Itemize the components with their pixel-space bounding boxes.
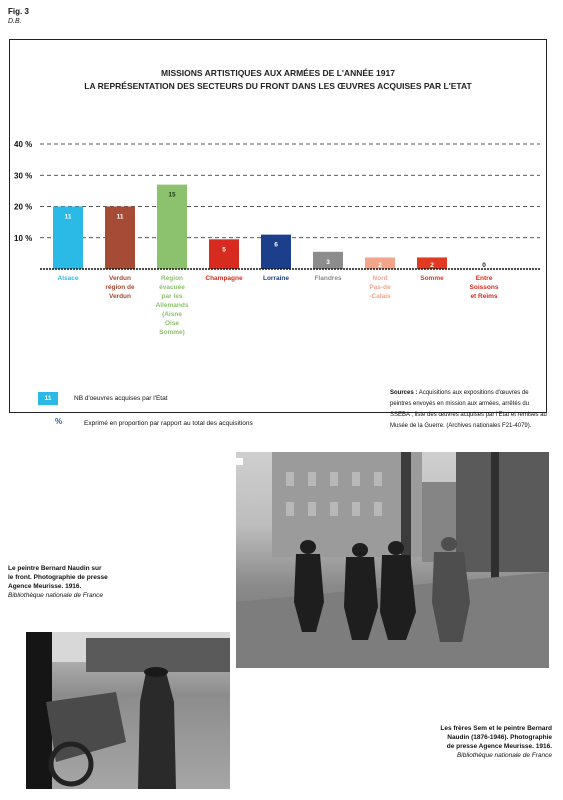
caption-left-credit: Bibliothèque nationale de France bbox=[8, 592, 104, 599]
x-tick-label: région de bbox=[105, 284, 135, 291]
y-tick-label: 40 % bbox=[14, 140, 33, 149]
data-label: 2 bbox=[430, 262, 434, 269]
x-tick-label: -Calais bbox=[369, 293, 391, 300]
y-tick-label: 30 % bbox=[14, 171, 33, 181]
caption-right bbox=[440, 724, 552, 760]
data-label: 5 bbox=[222, 246, 226, 254]
chart-frame bbox=[9, 39, 547, 429]
data-label: 11 bbox=[64, 213, 72, 221]
figure-credit: D.B. bbox=[8, 18, 22, 25]
x-tick-label: Pas-de bbox=[369, 284, 391, 291]
x-tick-label: Oise bbox=[164, 320, 180, 327]
photo-naudin-on-front bbox=[26, 632, 230, 789]
x-tick-label: et Reims bbox=[470, 293, 498, 300]
y-tick-label: 20 % bbox=[14, 202, 33, 212]
bar bbox=[261, 235, 291, 269]
x-tick-label: Allemands bbox=[155, 302, 189, 309]
chart-title-line-1: MISSIONS ARTISTIQUES AUX ARMÉES DE L'ANNÉE 1917 bbox=[161, 68, 395, 78]
legend-count-swatch: 11 bbox=[38, 392, 58, 405]
x-tick-label: Somme) bbox=[159, 329, 185, 336]
x-tick-label: Région bbox=[160, 275, 184, 282]
sources-note bbox=[390, 388, 550, 432]
x-tick-label: évacuée bbox=[159, 284, 185, 291]
bar-chart bbox=[10, 40, 546, 412]
data-label: 2 bbox=[378, 262, 382, 269]
x-tick-label: Alsace bbox=[57, 275, 79, 282]
data-label: 0 bbox=[482, 262, 486, 269]
chart-title-line-2: LA REPRÉSENTATION DES SECTEURS DU FRONT DANS LES ŒUVRES ACQUISES PAR L'ETAT bbox=[84, 81, 472, 91]
legend-percent-text: Exprimé en proportion par rapport au total des acquisitions bbox=[84, 420, 253, 427]
photo-corner-marker bbox=[236, 458, 243, 465]
x-tick-label: Soissons bbox=[469, 284, 499, 291]
data-label: 3 bbox=[326, 258, 330, 266]
x-tick-label: Champagne bbox=[205, 275, 243, 282]
caption-right-text: Les frères Sem et le peintre Bernard Naudin (1876-1946). Photographie de presse Agence Meurisse. 1916. bbox=[440, 725, 552, 750]
x-tick-label: Flandres bbox=[314, 275, 342, 282]
data-label: 6 bbox=[274, 241, 278, 249]
x-tick-label: Nord bbox=[372, 275, 388, 282]
sources-text: Acquisitions aux expositions d'œuvres de peintres envoyés en mission aux armées, arrêtés du SSEBA ; liste des œuvres acquises par l'Etat et remises au Musée de la Guerre. (Archives nationales F21-4079). bbox=[390, 390, 547, 429]
x-tick-label: Verdun bbox=[108, 275, 132, 282]
data-label: 11 bbox=[116, 213, 124, 221]
x-tick-label: Verdun bbox=[108, 293, 132, 300]
legend-percent-symbol: % bbox=[55, 417, 63, 426]
x-tick-label: Somme bbox=[420, 275, 444, 282]
bar bbox=[209, 239, 239, 269]
y-tick-label: 10 % bbox=[14, 233, 33, 243]
figure-label: Fig. 3 bbox=[8, 7, 29, 16]
x-tick-label: par les bbox=[161, 293, 183, 300]
caption-left bbox=[8, 564, 108, 600]
x-tick-label: (Aisne bbox=[162, 311, 182, 318]
x-tick-label: Lorraine bbox=[262, 275, 290, 282]
legend-count-text: NB d'oeuvres acquises par l'Etat bbox=[74, 395, 168, 402]
caption-right-credit: Bibliothèque nationale de France bbox=[456, 752, 552, 759]
x-tick-label: Entre bbox=[475, 275, 493, 282]
photo-sem-brothers-and-naudin bbox=[236, 452, 549, 668]
caption-left-text: Le peintre Bernard Naudin sur le front. Photographie de presse Agence Meurisse. 1916. bbox=[8, 565, 108, 590]
data-label: 15 bbox=[168, 191, 176, 199]
sources-label: Sources : bbox=[390, 390, 418, 396]
